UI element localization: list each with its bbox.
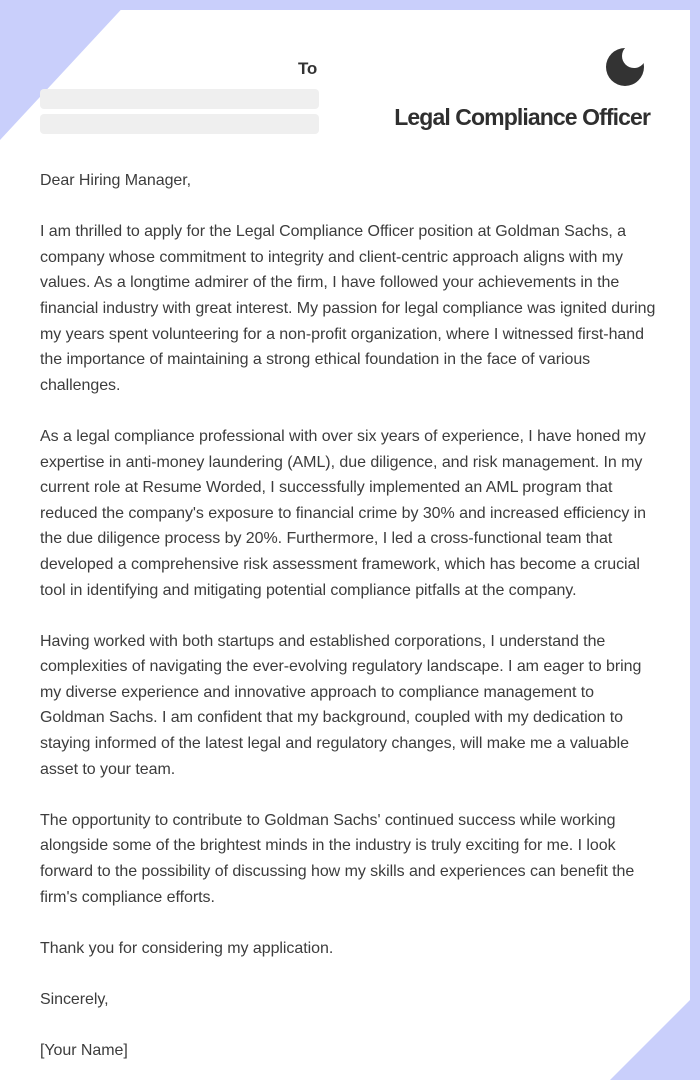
signature: [Your Name] [40,1042,128,1060]
recipient-label: To [298,59,318,78]
recipient-name-placeholder [40,89,319,109]
job-title: Legal Compliance Officer [394,104,650,130]
recipient-address-placeholder [40,114,319,134]
closing: Sincerely, [40,991,109,1008]
moon-icon [605,46,645,86]
salutation: Dear Hiring Manager, [40,172,192,189]
letter-paragraph: As a legal compliance professional with over six years of experience, I have honed my expertise in anti-money laundering (AML), due diligence, and risk management. In my current role at Resume Worded, I successfully implemented an AML program that reduced the company's exposure to financial crime by 30% and increased efficiency in the due diligence process by 20%. Furthermore, I led a cross-functional team that developed a comprehensive risk assessment framework, which has become a crucial tool in identifying and mitigating potential compliance pitfalls at the company. [40,427,647,599]
letter-paragraph: Having worked with both startups and established corporations, I understand the complexities of navigating the ever-evolving regulatory landscape. I am eager to bring my diverse experience and innovative approach to compliance management to Goldman Sachs. I am confident that my background, coupled with my dedication to staying informed of the latest legal and regulatory changes, will make me a valuable asset to your team. [40,632,642,778]
letter-paragraph: I am thrilled to apply for the Legal Compliance Officer position at Goldman Sachs, a company whose commitment to integrity and client-centric approach aligns with my values. As a longtime admirer of the firm, I have followed your achievements in the financial industry with great interest. My passion for legal compliance was ignited during my years spent volunteering for a non-profit organization, where I witnessed first-hand the importance of maintaining a strong ethical foundation in the face of various challenges. [40,223,656,394]
letter-paragraph: The opportunity to contribute to Goldman Sachs' continued success while working alongside some of the brightest minds in the industry is truly exciting for me. I look forward to the possibility of discussing how my skills and experiences can benefit the firm's compliance efforts. [40,811,635,906]
letter-paragraph: Thank you for considering my application. [40,939,334,957]
letter-body [40,168,660,1064]
